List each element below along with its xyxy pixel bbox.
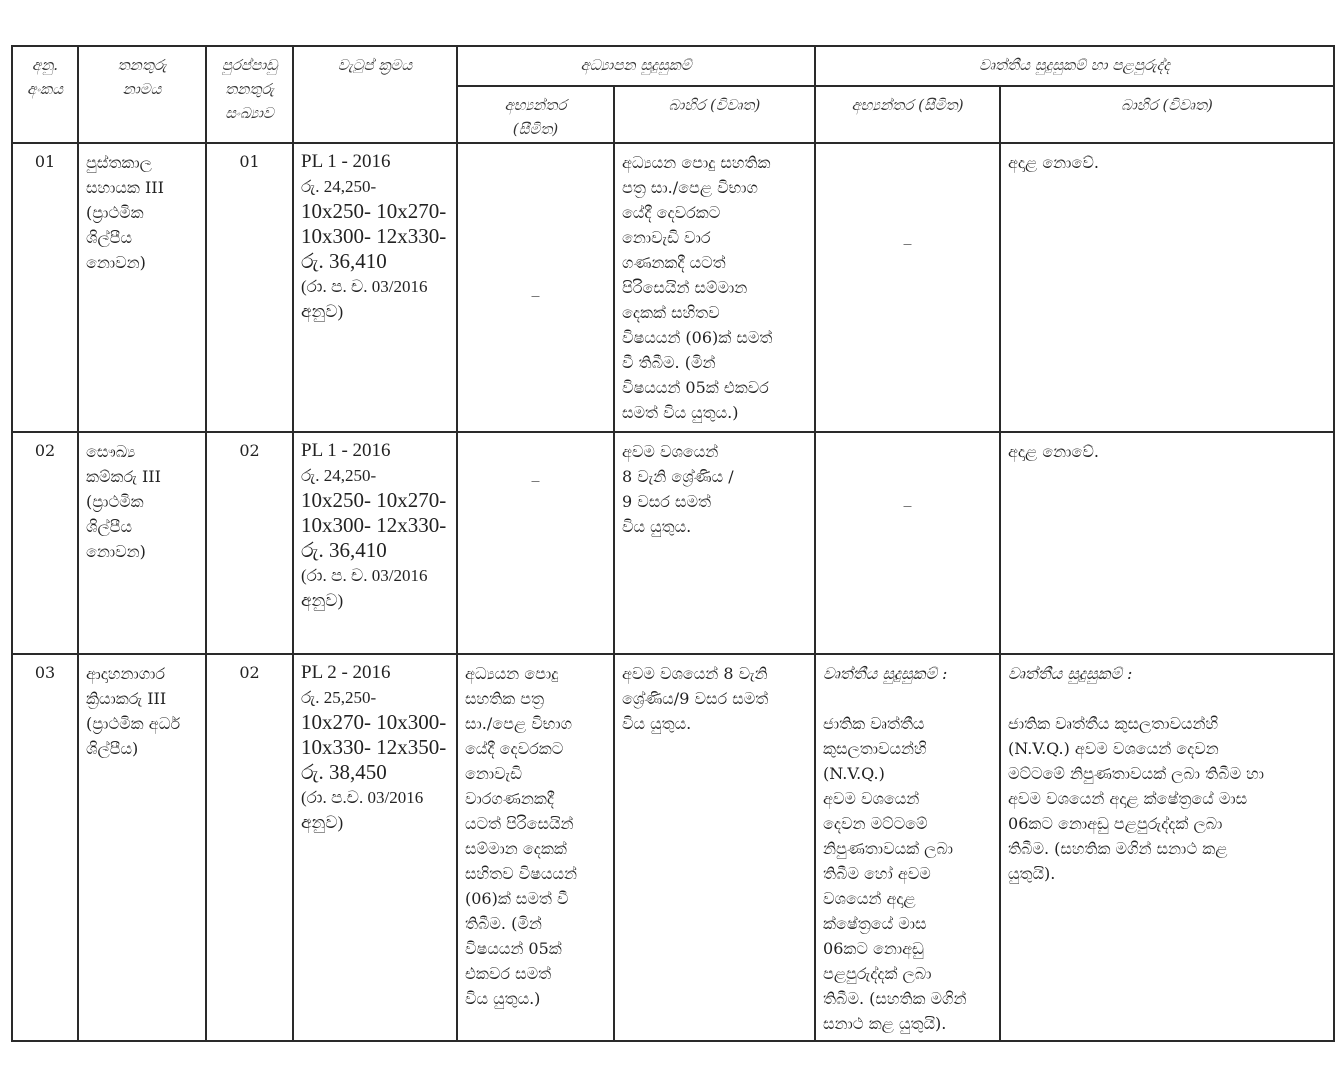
header-education: අධ්‍යාපන සුදුසුකම් [457, 46, 815, 86]
edu-external: අධ්‍යයන පොදු සහතික පත්‍ර සා./පෙළ විභාග යේදී දෙවරකට නොවැඩි වාර ගණනකදී යටත් පිරිසෙයින් සම්මාන දෙකක් සහිතව විෂයයන් (06)ක් සමත් වී තිබීම. (මින් විෂයයන් 05ක් එකවර සමත් විය යුතුය.) [614, 143, 815, 432]
table-row [12, 432, 1334, 654]
prof-internal-title: වෘත්තීය සුදුසුකම් : [823, 664, 948, 683]
row-number: 01 [12, 143, 78, 432]
post-name: ආදාහනාගාර ක්‍රියාකරු III (ප්‍රාථමික අර්ධ ශිල්පීය) [78, 654, 206, 1041]
table-row [12, 654, 1334, 1041]
header-prof-external: බාහිර (විවෘත) [1000, 86, 1334, 143]
header-vacancies: පුරප්පාඩු තනතුරු සංඛ්‍යාව [206, 46, 293, 143]
vacancy-count: 01 [206, 143, 293, 432]
table-row [12, 143, 1334, 432]
header-no: අනු. අංකය [12, 46, 78, 143]
header-edu-external: බාහිර (විවෘත) [614, 86, 815, 143]
vacancy-count: 02 [206, 432, 293, 654]
header-professional: වෘත්තීය සුදුසුකම් හා පළපුරුද්ද [815, 46, 1334, 86]
prof-external-title: වෘත්තීය සුදුසුකම් : [1008, 664, 1133, 683]
edu-external: අවම වශයෙන් 8 වැනි ශ්‍රේණිය / 9 වසර සමත් විය යුතුය. [614, 432, 815, 654]
row-number: 03 [12, 654, 78, 1041]
prof-external: අදාළ නොවේ. [1000, 143, 1334, 432]
salary-scale: PL 2 - 2016 රු. 25,250- 10x270- 10x300- 10x330- 12x350- රු. 38,450 (රා. ප.ච. 03/2016 අනුව) [293, 654, 457, 1041]
prof-external: අදාළ නොවේ. [1000, 432, 1334, 654]
edu-internal: අධ්‍යයන පොදු සහතික පත්‍ර සා./පෙළ විභාග යේදී දෙවරකට නොවැඩි වාරගණනකදී යටත් පිරිසෙයින් සම්මාන දෙකක් සහිතව විෂයයන් (06)ක් සමත් වී තිබීම. (මින් විෂයයන් 05ක් එකවර සමත් විය යුතුය.) [457, 654, 614, 1041]
post-name: පුස්තකාල සහායක III (ප්‍රාථමික ශිල්පීය නොවන) [78, 143, 206, 432]
prof-internal: _ [815, 432, 1000, 654]
header-salary: වැටුප් ක්‍රමය [293, 46, 457, 143]
edu-external: අවම වශයෙන් 8 වැනි ශ්‍රේණිය/9 වසර සමත් විය යුතුය. [614, 654, 815, 1041]
edu-internal: _ [457, 432, 614, 654]
header-edu-internal: අභ්‍යන්තර (සීමිත) [457, 86, 614, 143]
salary-scale: PL 1 - 2016 රු. 24,250- 10x250- 10x270- 10x300- 12x330- රු. 36,410 (රා. ප. ච. 03/2016 අනුව) [293, 432, 457, 654]
salary-scale: PL 1 - 2016 රු. 24,250- 10x250- 10x270- 10x300- 12x330- රු. 36,410 (රා. ප. ච. 03/2016 අනුව) [293, 143, 457, 432]
prof-external: වෘත්තීය සුදුසුකම් : ජාතික වෘත්තීය කුසලතාවයන්හි (N.V.Q.) අවම වශයෙන් දෙවන මට්ටමේ නිපුණතාවයක් ලබා තිබීම හා අවම වශයෙන් අදාළ ක්ෂේත්‍රයේ මාස 06කට නොඅඩු පළපුරුද්දක් ලබා තිබීම. (සහතික මගින් සනාථ කළ යුතුයි). [1000, 654, 1334, 1041]
header-prof-internal: අභ්‍යන්තර (සීමිත) [815, 86, 1000, 143]
post-name: සෞඛ්‍ය කම්කරු III (ප්‍රාථමික ශිල්පීය නොවන) [78, 432, 206, 654]
vacancy-count: 02 [206, 654, 293, 1041]
header-post: තනතුරු නාමය [78, 46, 206, 143]
prof-internal: වෘත්තීය සුදුසුකම් : ජාතික වෘත්තීය කුසලතාවයන්හි (N.V.Q.) අවම වශයෙන් දෙවන මට්ටමේ නිපුණතාවයක් ලබා තිබීම හෝ අවම වශයෙන් අදාළ ක්ෂේත්‍රයේ මාස 06කට නොඅඩු පළපුරුද්දක් ලබා තිබීම. (සහතික මගින් සනාථ කළ යුතුයි). [815, 654, 1000, 1041]
prof-internal: _ [815, 143, 1000, 432]
row-number: 02 [12, 432, 78, 654]
vacancy-table [11, 45, 1335, 1042]
edu-internal: _ [457, 143, 614, 432]
